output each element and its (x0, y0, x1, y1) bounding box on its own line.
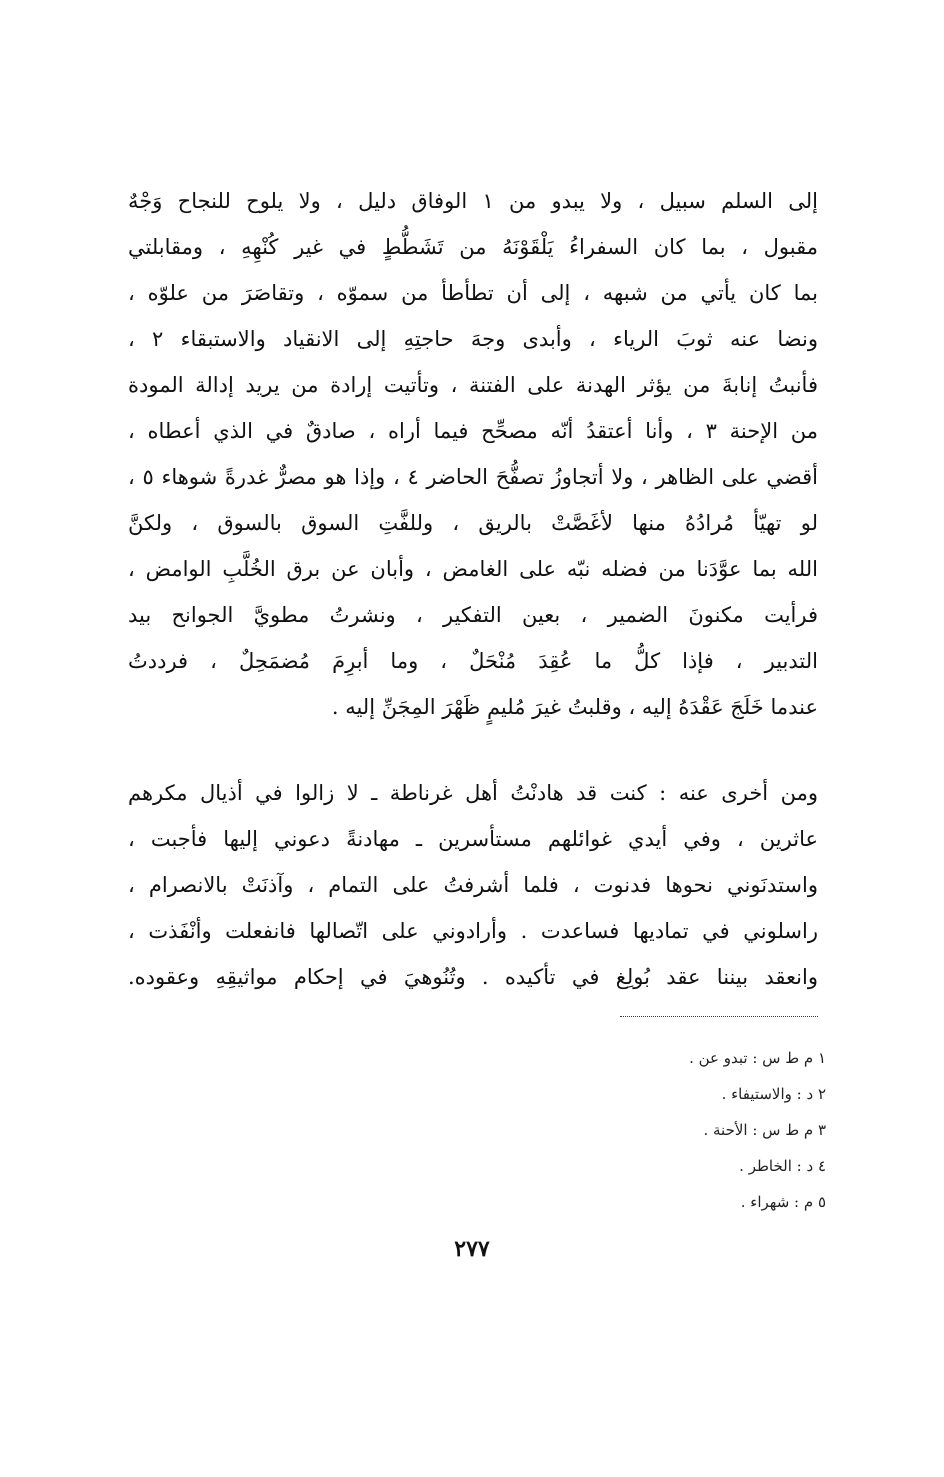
text-line: مقبول ، بما كان السفراءُ يَلْقَوْنَهُ من تَشَطُّطٍ في غير كُنْهِهِ ، ومقابلتي (128, 235, 818, 259)
text-line: ومن أخرى عنه : كنت قد هادنْتُ أهل غرناطة ـ لا زالوا في أذيال مكرهم (128, 781, 818, 805)
text-line: الله بما عوَّدَنا من فضله نبّه على الغامض ، وأبان عن برق الخُلَّبِ الوامض ، (128, 557, 818, 581)
paragraph-2 (128, 770, 818, 1000)
text-line: لو تهيّأ مُرادُهُ منها لأغَصَّتْ بالريق ، وللفَّتِ السوق بالسوق ، ولكنَّ (128, 511, 818, 535)
text-line: بما كان يأتي من شبهه ، إلى أن تطأطأ من سموّه ، وتقاصَرَ من علوّه ، (128, 281, 818, 305)
paragraph-1 (128, 178, 818, 730)
text-line: عندما خَلَجَ عَقْدَهُ إليه ، وقلبتُ غيرَ مُليمٍ ظَهْرَ المِجَنِّ إليه . (331, 695, 818, 719)
footnote: ٢ د : والاستيفاء . (721, 1085, 826, 1103)
text-line: التدبير ، فإذا كلُّ ما عُقِدَ مُنْحَلٌ ، وما أبرِمَ مُضمَحِلٌ ، فرددتُ (128, 649, 818, 673)
page-number: ٢٧٧ (454, 1236, 490, 1262)
footnote-separator (620, 1016, 818, 1017)
text-line: فرأيت مكنونَ الضمير ، بعين التفكير ، ونشرتُ مطويَّ الجوانح بيد (128, 603, 818, 627)
text-line: من الإحنة ٣ ، وأنا أعتقدُ أنّه مصحِّح فيما أراه ، صادقٌ في الذي أعطاه ، (128, 419, 818, 443)
text-line: واستدنَوني نحوها فدنوت ، فلما أشرفتُ على التمام ، وآذنَتْ بالانصرام ، (128, 873, 818, 897)
text-line: عاثرين ، وفي أيدي غوائلهم مستأسرين ـ مهادنةً دعوني إليها فأجبت ، (128, 827, 818, 851)
text-line: وانعقد بيننا عقد بُولِغ في تأكيده . وتُنُوهيَ في إحكام مواثيقِهِ وعقوده. (128, 965, 818, 989)
text-line: ونضا عنه ثوبَ الرياء ، وأبدى وجهَ حاجتِهِ إلى الانقياد والاستبقاء ٢ ، (128, 327, 818, 351)
text-line: إلى السلم سبيل ، ولا يبدو من ١ الوفاق دليل ، ولا يلوح للنجاح وَجْهٌ (128, 189, 818, 213)
text-line: أقضي على الظاهر ، ولا أتجاوزُ تصفُّحَ الحاضر ٤ ، وإذا هو مصرٌّ غدرةً شوهاء ٥ ، (128, 465, 818, 489)
text-line: راسلوني في تماديها فساعدت . وأرادوني على اتّصالها فانفعلت وأنْفَذت ، (128, 919, 818, 943)
text-line: فأنبتُ إنابةَ من يؤثر الهدنة على الفتنة ، وتأتيت إرادة من يريد إدالة المودة (128, 373, 818, 397)
footnote: ١ م ط س : تبدو عن . (689, 1049, 826, 1067)
footnotes (689, 1040, 826, 1220)
footnote: ٣ م ط س : الأحنة . (703, 1121, 826, 1139)
footnote: ٤ د : الخاطر . (739, 1157, 826, 1175)
footnote: ٥ م : شهراء . (740, 1193, 826, 1211)
